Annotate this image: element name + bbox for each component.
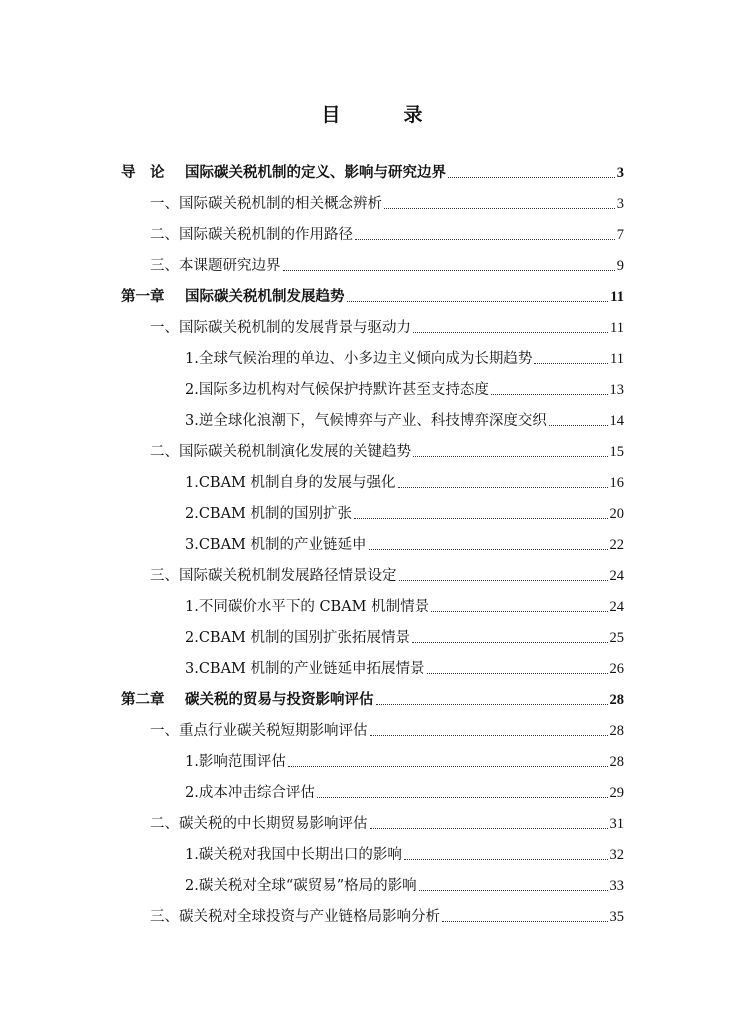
toc-entry-chapter-label: 第一章 xyxy=(121,288,165,305)
toc-entry-page-number: 7 xyxy=(616,227,624,243)
toc-dot-leader xyxy=(404,859,608,860)
toc-entry-title: 2.CBAM 机制的国别扩张拓展情景 xyxy=(185,630,411,646)
toc-dot-leader xyxy=(384,208,615,209)
toc-entry[interactable] xyxy=(150,563,624,585)
toc-dot-leader xyxy=(283,270,615,271)
toc-entry-page-number: 11 xyxy=(610,289,624,305)
toc-dot-leader xyxy=(549,425,608,426)
toc-dot-leader xyxy=(399,580,608,581)
toc-dot-leader xyxy=(448,177,615,178)
toc-entry[interactable] xyxy=(185,842,624,864)
toc-entry-title: 三、碳关税对全球投资与产业链格局影响分析 xyxy=(150,909,440,925)
toc-entry[interactable] xyxy=(121,687,624,709)
toc-entry-title: 1.不同碳价水平下的 CBAM 机制情景 xyxy=(185,599,430,615)
toc-dot-leader xyxy=(427,673,608,674)
toc-entry-page-number: 11 xyxy=(610,320,624,336)
toc-entry-page-number: 24 xyxy=(609,599,624,615)
toc-entry-title: 国际碳关税机制的定义、影响与研究边界 xyxy=(185,164,446,181)
toc-entry-title: 2.成本冲击综合评估 xyxy=(185,785,315,801)
toc-entry[interactable] xyxy=(150,904,624,926)
toc-entry-page-number: 14 xyxy=(609,413,624,429)
toc-entry-page-number: 35 xyxy=(609,909,624,925)
toc-entry-page-number: 11 xyxy=(610,351,624,367)
toc-entry-title: 2.国际多边机构对气候保护持默许甚至支持态度 xyxy=(185,382,489,398)
toc-dot-leader xyxy=(376,704,608,705)
toc-entry[interactable] xyxy=(150,253,624,275)
toc-entry[interactable] xyxy=(185,470,624,492)
toc-entry-title: 一、国际碳关税机制的相关概念辨析 xyxy=(150,196,382,212)
toc-entry-title: 碳关税的贸易与投资影响评估 xyxy=(185,691,374,708)
toc-dot-leader xyxy=(355,239,615,240)
toc-entry[interactable] xyxy=(150,439,624,461)
toc-entry-page-number: 20 xyxy=(609,506,624,522)
toc-dot-leader xyxy=(413,332,608,333)
toc-entry-title: 一、重点行业碳关税短期影响评估 xyxy=(150,723,368,739)
toc-entry-page-number: 15 xyxy=(609,444,624,460)
toc-entry[interactable] xyxy=(185,594,624,616)
toc-entry-title: 3.逆全球化浪潮下，气候博弈与产业、科技博弈深度交织 xyxy=(185,413,547,429)
toc-entry-page-number: 28 xyxy=(609,692,624,708)
toc-dot-leader xyxy=(317,797,608,798)
toc-entry-page-number: 26 xyxy=(609,661,624,677)
toc-entry[interactable] xyxy=(185,346,624,368)
toc-entry-page-number: 22 xyxy=(609,537,624,553)
toc-entry[interactable] xyxy=(185,749,624,771)
toc-dot-leader xyxy=(369,549,608,550)
toc-entry-page-number: 28 xyxy=(609,723,624,739)
toc-entry-chapter-label: 第二章 xyxy=(121,691,165,708)
toc-entry-title: 3.CBAM 机制的产业链延申拓展情景 xyxy=(185,661,425,677)
toc-entry[interactable] xyxy=(185,656,624,678)
toc-entry[interactable] xyxy=(150,191,624,213)
toc-entry[interactable] xyxy=(150,811,624,833)
toc-dot-leader xyxy=(412,642,607,643)
toc-entry[interactable] xyxy=(185,501,624,523)
toc-entry-page-number: 28 xyxy=(609,754,624,770)
toc-entry-title: 1.影响范围评估 xyxy=(185,754,286,770)
toc-entry-title: 2.碳关税对全球“碳贸易”格局的影响 xyxy=(185,878,417,894)
toc-entry-title: 二、国际碳关税机制演化发展的关键趋势 xyxy=(150,444,411,460)
toc-entry-page-number: 24 xyxy=(609,568,624,584)
toc-entry-page-number: 13 xyxy=(609,382,624,398)
toc-dot-leader xyxy=(354,518,607,519)
toc-dot-leader xyxy=(491,394,608,395)
toc-entry-page-number: 31 xyxy=(609,816,624,832)
toc-dot-leader xyxy=(431,611,607,612)
toc-entry-page-number: 29 xyxy=(609,785,624,801)
toc-entry[interactable] xyxy=(150,222,624,244)
toc-entry[interactable] xyxy=(185,408,624,430)
toc-entry[interactable] xyxy=(121,284,624,306)
toc-entry[interactable] xyxy=(150,718,624,740)
toc-entry-page-number: 25 xyxy=(609,630,624,646)
toc-entry[interactable] xyxy=(185,780,624,802)
toc-entry-page-number: 9 xyxy=(616,258,624,274)
toc-title: 目 录 xyxy=(321,104,445,126)
toc-dot-leader xyxy=(347,301,609,302)
toc-entry-title: 三、本课题研究边界 xyxy=(150,258,281,274)
toc-entry[interactable] xyxy=(185,377,624,399)
toc-dot-leader xyxy=(413,456,608,457)
toc-dot-leader xyxy=(442,921,608,922)
toc-entry[interactable] xyxy=(150,315,624,337)
toc-entry-title: 3.CBAM 机制的产业链延申 xyxy=(185,537,367,553)
toc-entry-page-number: 33 xyxy=(609,878,624,894)
toc-entry-title: 1.碳关税对我国中长期出口的影响 xyxy=(185,847,402,863)
toc-entry[interactable] xyxy=(121,160,624,182)
toc-entry[interactable] xyxy=(185,625,624,647)
toc-dot-leader xyxy=(534,363,608,364)
toc-entry-page-number: 3 xyxy=(616,196,624,212)
toc-entry-title: 国际碳关税机制发展趋势 xyxy=(185,288,345,305)
toc-entry-title: 1.CBAM 机制自身的发展与强化 xyxy=(185,475,396,491)
toc-entry-page-number: 16 xyxy=(609,475,624,491)
toc-entry-chapter-label: 导 论 xyxy=(121,164,165,181)
toc-dot-leader xyxy=(398,487,608,488)
toc-entry-page-number: 32 xyxy=(609,847,624,863)
toc-entry-page-number: 3 xyxy=(616,165,624,181)
toc-entry-title: 2.CBAM 机制的国别扩张 xyxy=(185,506,353,522)
toc-entry[interactable] xyxy=(185,873,624,895)
toc-entry-title: 一、国际碳关税机制的发展背景与驱动力 xyxy=(150,320,411,336)
toc-entry[interactable] xyxy=(185,532,624,554)
toc-dot-leader xyxy=(370,828,608,829)
toc-entry-title: 二、碳关税的中长期贸易影响评估 xyxy=(150,816,368,832)
toc-dot-leader xyxy=(370,735,608,736)
toc-entry-title: 三、国际碳关税机制发展路径情景设定 xyxy=(150,568,397,584)
toc-entry-title: 1.全球气候治理的单边、小多边主义倾向成为长期趋势 xyxy=(185,351,533,367)
toc-entry-title: 二、国际碳关税机制的作用路径 xyxy=(150,227,353,243)
toc-dot-leader xyxy=(288,766,608,767)
toc-dot-leader xyxy=(419,890,608,891)
